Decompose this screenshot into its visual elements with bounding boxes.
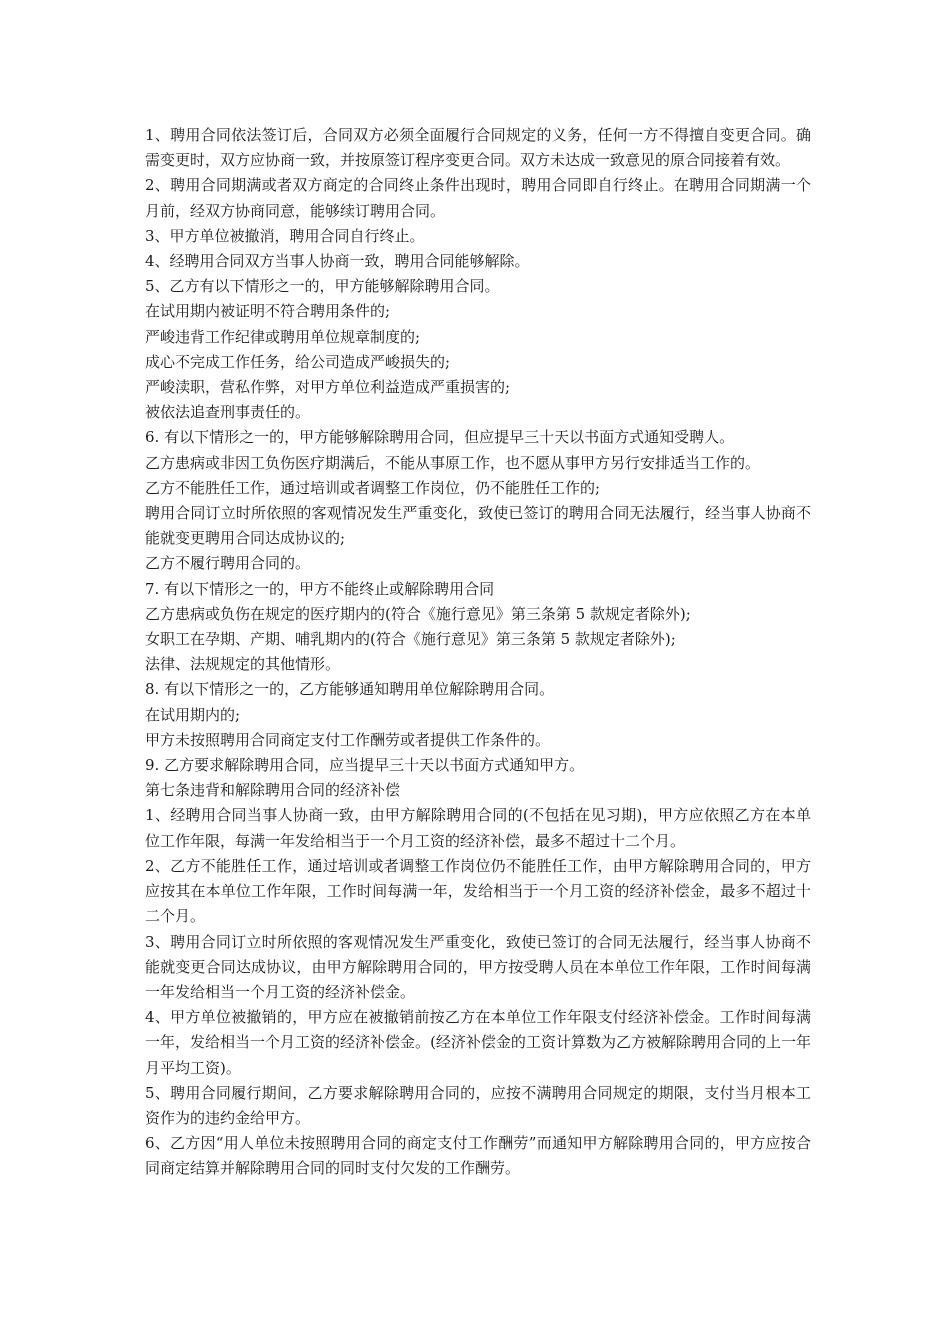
list-item: 严峻违背工作纪律或聘用单位规章制度的; bbox=[145, 327, 421, 346]
paragraph-compensation-1: 1、经聘用合同当事人协商一致，由甲方解除聘用合同的(不包括在见习期)，甲方应依照乙方在本单位工作年限，每满一年发给相当于一个月工资的经济补偿，最多不超过十二个月。 bbox=[145, 806, 811, 850]
paragraph-compensation-6: 6、乙方因“用人单位未按照聘用合同的商定支付工作酬劳”而通知甲方解除聘用合同的，甲方应按合同商定结算并解除聘用合同的同时支付欠发的工作酬劳。 bbox=[145, 1134, 811, 1178]
list-item: 在试用期内被证明不符合聘用条件的; bbox=[145, 302, 391, 321]
list-item: 严峻渎职，营私作弊，对甲方单位利益造成严重损害的; bbox=[145, 378, 511, 397]
paragraph-clause-9: 9. 乙方要求解除聘用合同，应当提早三十天以书面方式通知甲方。 bbox=[145, 756, 585, 775]
list-item: 聘用合同订立时所依照的客观情况发生严重变化，致使已签订的聘用合同无法履行，经当事人协商不能就变更聘用合同达成协议的; bbox=[145, 504, 811, 548]
paragraph-compensation-2: 2、乙方不能胜任工作，通过培训或者调整工作岗位仍不能胜任工作，由甲方解除聘用合同的，甲方应按其在本单位工作年限，工作时间每满一年，发给相当于一个月工资的经济补偿金，最多不超过十二个月。 bbox=[145, 856, 811, 926]
paragraph-clause-5: 5、乙方有以下情形之一的，甲方能够解除聘用合同。 bbox=[145, 277, 500, 296]
paragraph-clause-7: 7. 有以下情形之一的，甲方不能终止或解除聘用合同 bbox=[145, 579, 495, 598]
section-heading: 第七条违背和解除聘用合同的经济补偿 bbox=[145, 781, 401, 800]
list-item: 乙方不能胜任工作，通过培训或者调整工作岗位，仍不能胜任工作的; bbox=[145, 478, 601, 497]
paragraph-clause-4: 4、经聘用合同双方当事人协商一致，聘用合同能够解除。 bbox=[145, 252, 530, 271]
paragraph-clause-3: 3、甲方单位被撤消，聘用合同自行终止。 bbox=[145, 226, 425, 245]
paragraph-clause-2: 2、聘用合同期满或者双方商定的合同终止条件出现时，聘用合同即自行终止。在聘用合同期满一个月前，经双方协商同意，能够续订聘用合同。 bbox=[145, 176, 811, 220]
list-item: 法律、法规规定的其他情形。 bbox=[145, 655, 341, 674]
list-item: 被依法追查刑事责任的。 bbox=[145, 403, 311, 422]
list-item: 成心不完成工作任务，给公司造成严峻损失的; bbox=[145, 352, 451, 371]
list-item: 甲方未按照聘用合同商定支付工作酬劳或者提供工作条件的。 bbox=[145, 730, 551, 749]
paragraph-clause-1: 1、聘用合同依法签订后，合同双方必须全面履行合同规定的义务，任何一方不得擅自变更合同。确需变更时，双方应协商一致，并按原签订程序变更合同。双方未达成一致意见的原合同接着有效。 bbox=[145, 126, 811, 170]
paragraph-compensation-3: 3、聘用合同订立时所依照的客观情况发生严重变化，致使已签订的合同无法履行，经当事人协商不能就变更合同达成协议，由甲方解除聘用合同的，甲方按受聘人员在本单位工作年限，工作时间每满一年发给相当一个月工资的经济补偿金。 bbox=[145, 932, 811, 1001]
list-item: 乙方患病或非因工负伤医疗期满后，不能从事原工作，也不愿从事甲方另行安排适当工作的。 bbox=[145, 453, 761, 472]
list-item: 女职工在孕期、产期、哺乳期内的(符合《施行意见》第三条第 5 款规定者除外); bbox=[145, 630, 676, 649]
paragraph-clause-6: 6. 有以下情形之一的，甲方能够解除聘用合同，但应提早三十天以书面方式通知受聘人。 bbox=[145, 428, 735, 447]
paragraph-clause-8: 8. 有以下情形之一的，乙方能够通知聘用单位解除聘用合同。 bbox=[145, 680, 555, 699]
list-item: 乙方患病或负伤在规定的医疗期内的(符合《施行意见》第三条第 5 款规定者除外); bbox=[145, 604, 691, 623]
document-body bbox=[145, 123, 811, 1182]
paragraph-compensation-5: 5、聘用合同履行期间，乙方要求解除聘用合同的，应按不满聘用合同规定的期限，支付当月根本工资作为的违约金给甲方。 bbox=[145, 1083, 811, 1127]
list-item: 在试用期内的; bbox=[145, 705, 241, 724]
paragraph-compensation-4: 4、甲方单位被撤销的，甲方应在被撤销前按乙方在本单位工作年限支付经济补偿金。工作时间每满一年，发给相当一个月工资的经济补偿金。(经济补偿金的工资计算数为乙方被解除聘用合同的上一年月平均工资)。 bbox=[145, 1008, 811, 1077]
list-item: 乙方不履行聘用合同的。 bbox=[145, 554, 311, 573]
